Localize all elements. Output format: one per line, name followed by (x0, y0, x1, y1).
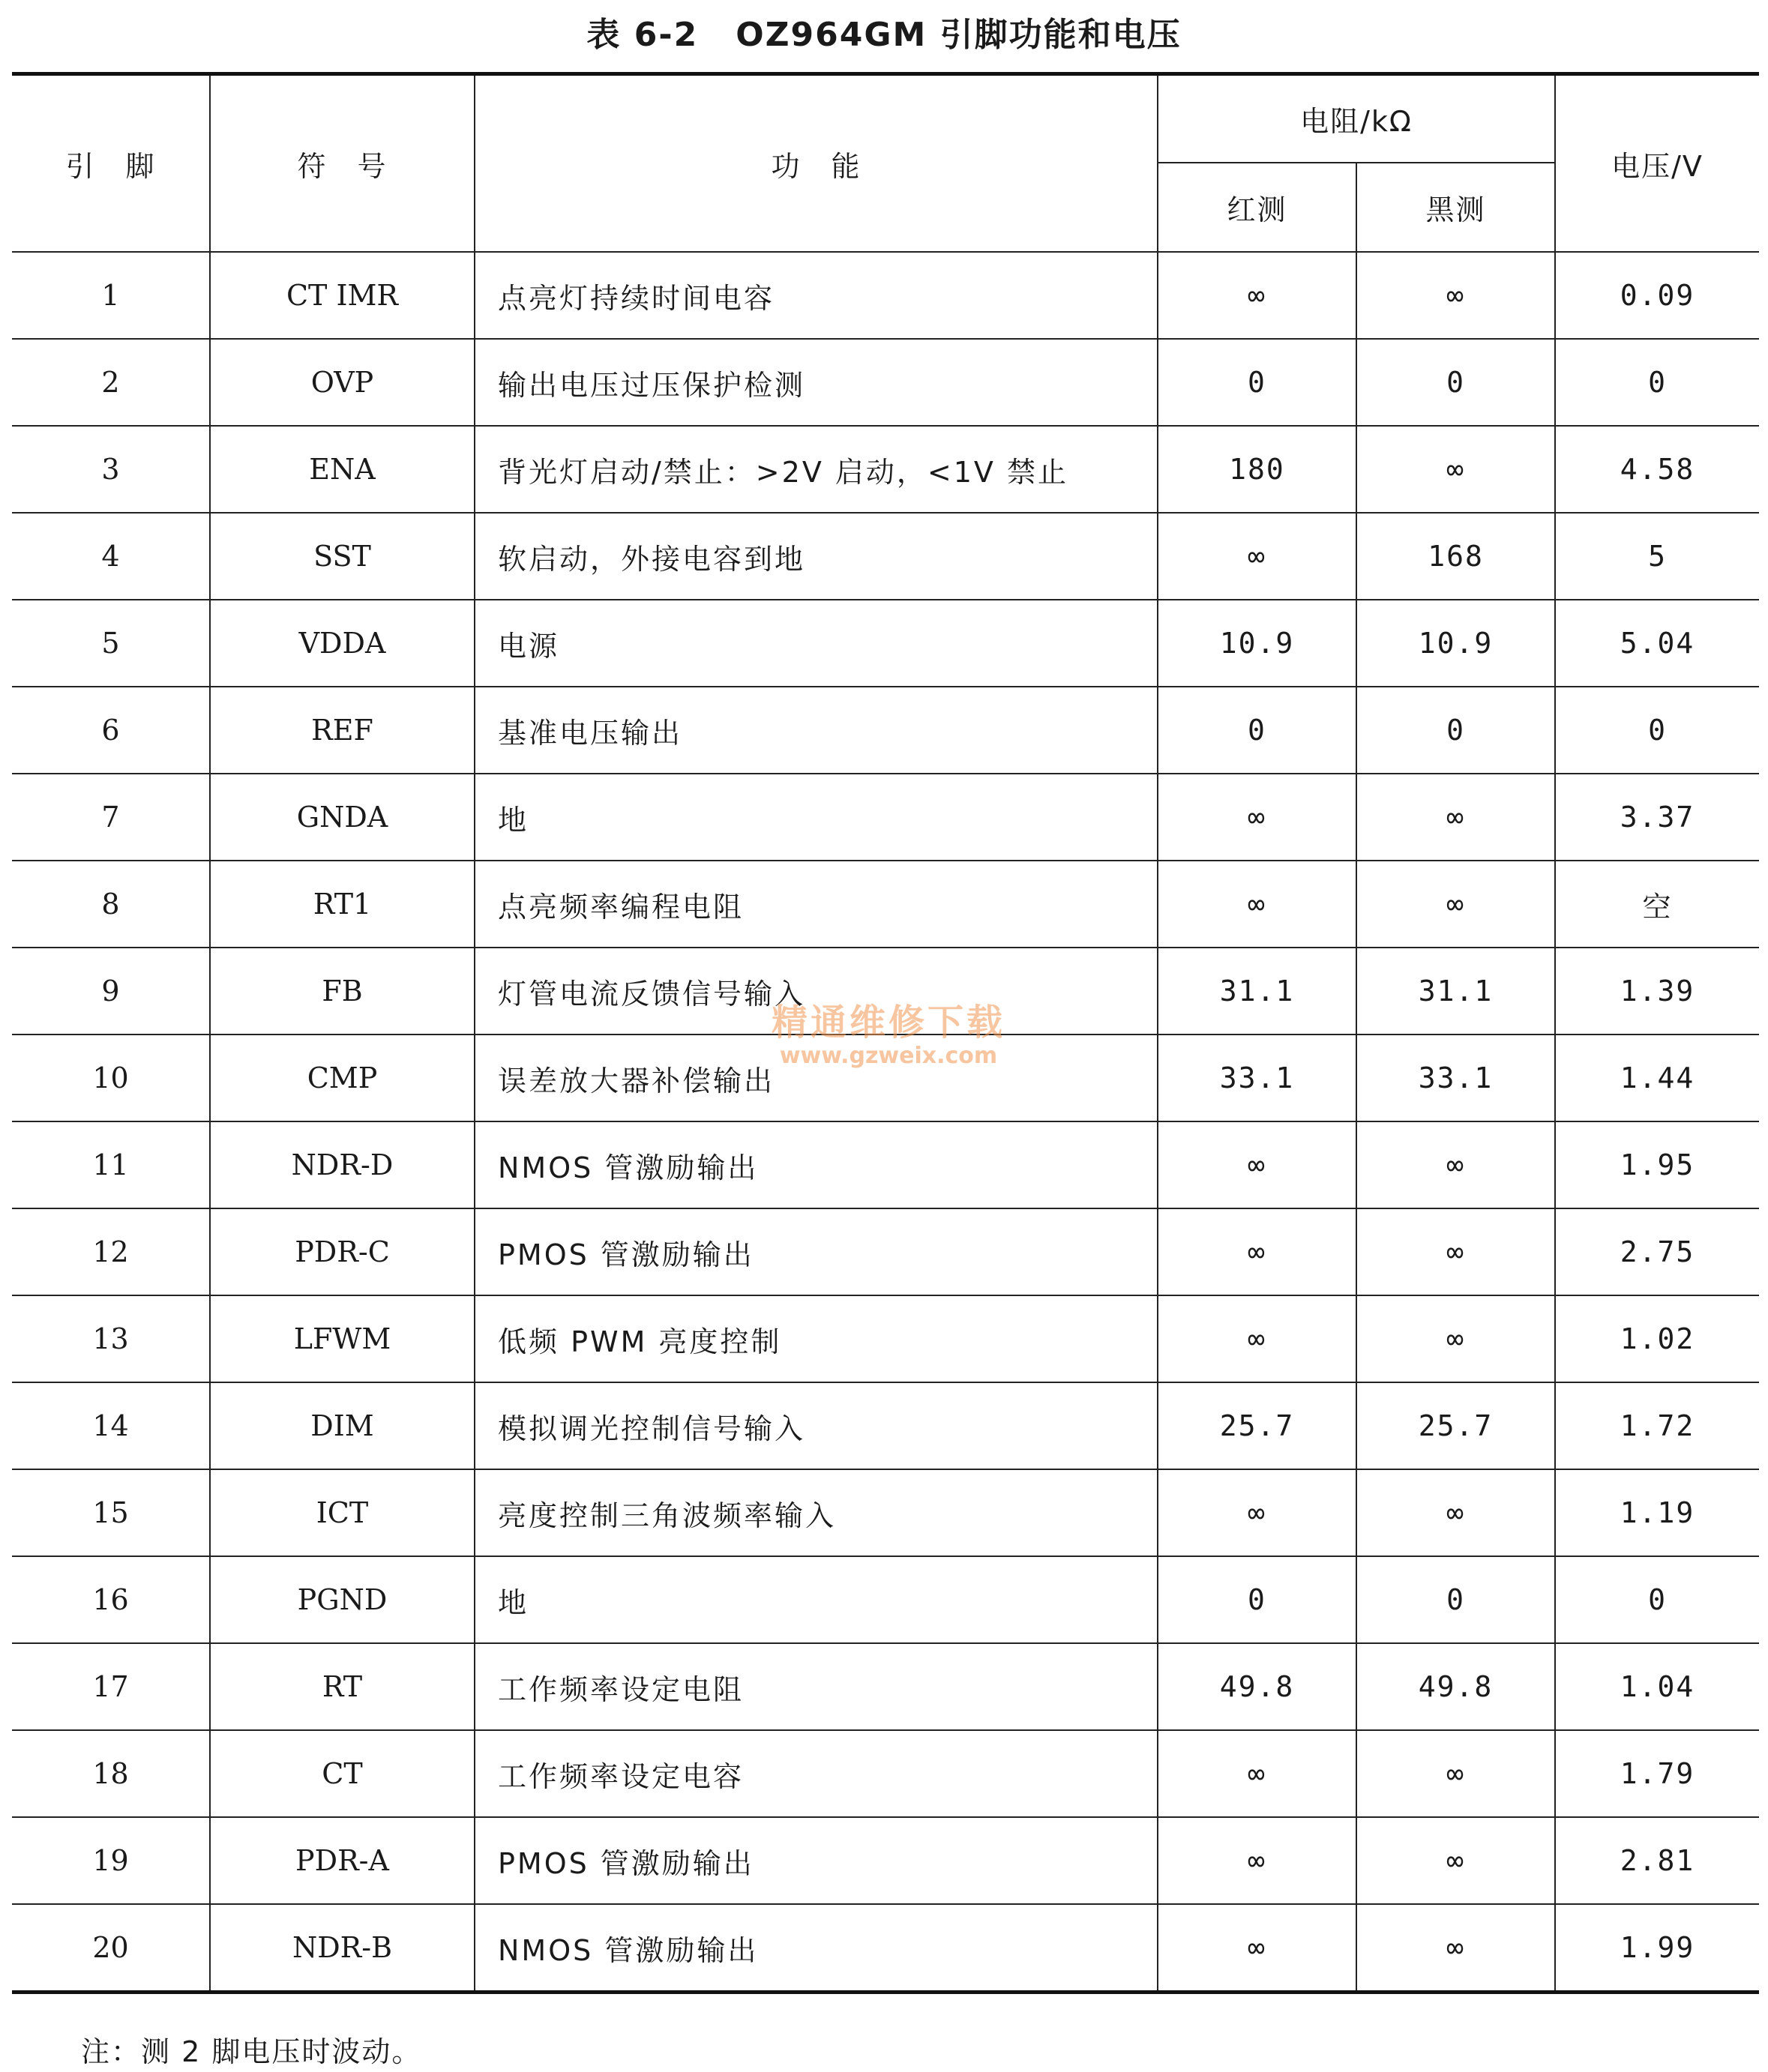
table-row (12, 1643, 1759, 1730)
table-row (12, 1295, 1759, 1382)
watermark-url: www.gzweix.com (779, 1043, 998, 1069)
cell-red-probe: 33.1 (1158, 1035, 1356, 1121)
table-title (0, 7, 1768, 55)
cell-function: NMOS 管激励输出 (475, 1904, 1158, 1993)
pin-function-table (12, 72, 1759, 1994)
cell-red-probe: 31.1 (1158, 948, 1356, 1035)
cell-voltage: 0 (1555, 687, 1759, 774)
cell-function: 误差放大器补偿输出 (475, 1035, 1158, 1121)
table-row (12, 1035, 1759, 1121)
cell-pin: 12 (12, 1208, 210, 1295)
cell-function: NMOS 管激励输出 (475, 1121, 1158, 1208)
cell-black-probe: ∞ (1356, 252, 1555, 339)
cell-red-probe: ∞ (1158, 1295, 1356, 1382)
cell-black-probe: ∞ (1356, 1121, 1555, 1208)
pin-table-container (12, 72, 1759, 1994)
cell-voltage: 1.04 (1555, 1643, 1759, 1730)
cell-black-probe: ∞ (1356, 861, 1555, 948)
cell-function: 灯管电流反馈信号输入 (475, 948, 1158, 1035)
cell-pin: 19 (12, 1817, 210, 1904)
cell-black-probe: 31.1 (1356, 948, 1555, 1035)
cell-function: 点亮频率编程电阻 (475, 861, 1158, 948)
cell-function: 电源 (475, 600, 1158, 687)
cell-black-probe: 168 (1356, 513, 1555, 600)
table-row (12, 774, 1759, 861)
cell-function: 地 (475, 774, 1158, 861)
header-pin: 引 脚 (12, 74, 210, 253)
header-symbol: 符 号 (210, 74, 475, 253)
cell-black-probe: 33.1 (1356, 1035, 1555, 1121)
cell-voltage: 1.72 (1555, 1382, 1759, 1469)
cell-red-probe: ∞ (1158, 513, 1356, 600)
table-row (12, 1730, 1759, 1817)
cell-red-probe: 49.8 (1158, 1643, 1356, 1730)
cell-symbol: ICT (210, 1469, 475, 1556)
table-row (12, 1556, 1759, 1643)
table-row (12, 513, 1759, 600)
cell-pin: 3 (12, 426, 210, 513)
cell-pin: 9 (12, 948, 210, 1035)
cell-pin: 1 (12, 252, 210, 339)
cell-function: 亮度控制三角波频率输入 (475, 1469, 1158, 1556)
cell-function: 输出电压过压保护检测 (475, 339, 1158, 426)
cell-voltage: 1.39 (1555, 948, 1759, 1035)
cell-function: 工作频率设定电阻 (475, 1643, 1158, 1730)
cell-symbol: ENA (210, 426, 475, 513)
header-black-probe: 黑测 (1356, 163, 1555, 252)
table-row (12, 1904, 1759, 1993)
cell-red-probe: 180 (1158, 426, 1356, 513)
cell-red-probe: 10.9 (1158, 600, 1356, 687)
cell-symbol: PGND (210, 1556, 475, 1643)
cell-function: 低频 PWM 亮度控制 (475, 1295, 1158, 1382)
cell-pin: 7 (12, 774, 210, 861)
cell-voltage: 0 (1555, 339, 1759, 426)
cell-black-probe: ∞ (1356, 1904, 1555, 1993)
cell-black-probe: 0 (1356, 1556, 1555, 1643)
cell-symbol: GNDA (210, 774, 475, 861)
cell-voltage: 1.99 (1555, 1904, 1759, 1993)
cell-symbol: FB (210, 948, 475, 1035)
cell-symbol: VDDA (210, 600, 475, 687)
cell-pin: 5 (12, 600, 210, 687)
cell-symbol: DIM (210, 1382, 475, 1469)
cell-black-probe: ∞ (1356, 426, 1555, 513)
cell-pin: 13 (12, 1295, 210, 1382)
cell-voltage: 1.95 (1555, 1121, 1759, 1208)
cell-pin: 8 (12, 861, 210, 948)
cell-red-probe: ∞ (1158, 1469, 1356, 1556)
cell-red-probe: ∞ (1158, 1121, 1356, 1208)
header-resistance: 电阻/kΩ (1158, 74, 1555, 163)
cell-symbol: RT (210, 1643, 475, 1730)
cell-symbol: CT (210, 1730, 475, 1817)
cell-voltage: 2.81 (1555, 1817, 1759, 1904)
cell-pin: 11 (12, 1121, 210, 1208)
cell-symbol: SST (210, 513, 475, 600)
cell-function: PMOS 管激励输出 (475, 1208, 1158, 1295)
cell-voltage: 1.19 (1555, 1469, 1759, 1556)
cell-black-probe: 0 (1356, 687, 1555, 774)
cell-symbol: PDR-A (210, 1817, 475, 1904)
table-row (12, 1817, 1759, 1904)
cell-black-probe: 25.7 (1356, 1382, 1555, 1469)
table-row (12, 687, 1759, 774)
table-row (12, 1469, 1759, 1556)
cell-function: 背光灯启动/禁止：>2V 启动，<1V 禁止 (475, 426, 1158, 513)
cell-voltage: 3.37 (1555, 774, 1759, 861)
table-row (12, 948, 1759, 1035)
cell-pin: 20 (12, 1904, 210, 1993)
cell-red-probe: ∞ (1158, 1730, 1356, 1817)
table-number: 表 6-2 (586, 16, 699, 54)
cell-voltage: 5 (1555, 513, 1759, 600)
cell-red-probe: ∞ (1158, 861, 1356, 948)
cell-black-probe: ∞ (1356, 1295, 1555, 1382)
table-note: 注：测 2 脚电压时波动。 (81, 2035, 422, 2068)
cell-red-probe: 0 (1158, 339, 1356, 426)
cell-symbol: NDR-D (210, 1121, 475, 1208)
cell-red-probe: 0 (1158, 687, 1356, 774)
cell-voltage: 4.58 (1555, 426, 1759, 513)
cell-red-probe: 25.7 (1158, 1382, 1356, 1469)
cell-red-probe: ∞ (1158, 252, 1356, 339)
table-row (12, 1121, 1759, 1208)
cell-symbol: CT IMR (210, 252, 475, 339)
watermark-text: 精通维修下载 (771, 1002, 1005, 1043)
cell-voltage: 1.02 (1555, 1295, 1759, 1382)
cell-black-probe: ∞ (1356, 1817, 1555, 1904)
cell-symbol: PDR-C (210, 1208, 475, 1295)
cell-voltage: 0 (1555, 1556, 1759, 1643)
cell-voltage: 1.44 (1555, 1035, 1759, 1121)
cell-voltage: 0.09 (1555, 252, 1759, 339)
cell-red-probe: ∞ (1158, 1208, 1356, 1295)
header-voltage: 电压/V (1555, 74, 1759, 253)
cell-pin: 18 (12, 1730, 210, 1817)
table-row (12, 1382, 1759, 1469)
cell-function: 模拟调光控制信号输入 (475, 1382, 1158, 1469)
cell-voltage: 2.75 (1555, 1208, 1759, 1295)
cell-symbol: CMP (210, 1035, 475, 1121)
cell-pin: 4 (12, 513, 210, 600)
cell-function: 工作频率设定电容 (475, 1730, 1158, 1817)
cell-symbol: OVP (210, 339, 475, 426)
cell-symbol: RT1 (210, 861, 475, 948)
cell-symbol: NDR-B (210, 1904, 475, 1993)
cell-voltage: 空 (1555, 861, 1759, 948)
table-row (12, 861, 1759, 948)
cell-red-probe: ∞ (1158, 774, 1356, 861)
cell-function: 基准电压输出 (475, 687, 1158, 774)
table-row (12, 252, 1759, 339)
cell-black-probe: ∞ (1356, 1469, 1555, 1556)
cell-black-probe: 0 (1356, 339, 1555, 426)
cell-red-probe: ∞ (1158, 1904, 1356, 1993)
header-function: 功 能 (475, 74, 1158, 253)
cell-black-probe: ∞ (1356, 1208, 1555, 1295)
cell-black-probe: ∞ (1356, 1730, 1555, 1817)
cell-symbol: REF (210, 687, 475, 774)
cell-pin: 16 (12, 1556, 210, 1643)
cell-black-probe: 49.8 (1356, 1643, 1555, 1730)
cell-function: 点亮灯持续时间电容 (475, 252, 1158, 339)
table-row (12, 600, 1759, 687)
table-body (12, 252, 1759, 1993)
table-title-text: OZ964GM 引脚功能和电压 (736, 16, 1182, 54)
cell-black-probe: ∞ (1356, 774, 1555, 861)
cell-red-probe: 0 (1158, 1556, 1356, 1643)
cell-voltage: 1.79 (1555, 1730, 1759, 1817)
header-red-probe: 红测 (1158, 163, 1356, 252)
cell-pin: 10 (12, 1035, 210, 1121)
cell-function: PMOS 管激励输出 (475, 1817, 1158, 1904)
cell-red-probe: ∞ (1158, 1817, 1356, 1904)
table-row (12, 339, 1759, 426)
cell-pin: 2 (12, 339, 210, 426)
cell-pin: 6 (12, 687, 210, 774)
cell-pin: 17 (12, 1643, 210, 1730)
cell-function: 地 (475, 1556, 1158, 1643)
cell-pin: 15 (12, 1469, 210, 1556)
table-row (12, 426, 1759, 513)
cell-pin: 14 (12, 1382, 210, 1469)
cell-voltage: 5.04 (1555, 600, 1759, 687)
table-row (12, 1208, 1759, 1295)
cell-symbol: LFWM (210, 1295, 475, 1382)
cell-black-probe: 10.9 (1356, 600, 1555, 687)
cell-function: 软启动，外接电容到地 (475, 513, 1158, 600)
